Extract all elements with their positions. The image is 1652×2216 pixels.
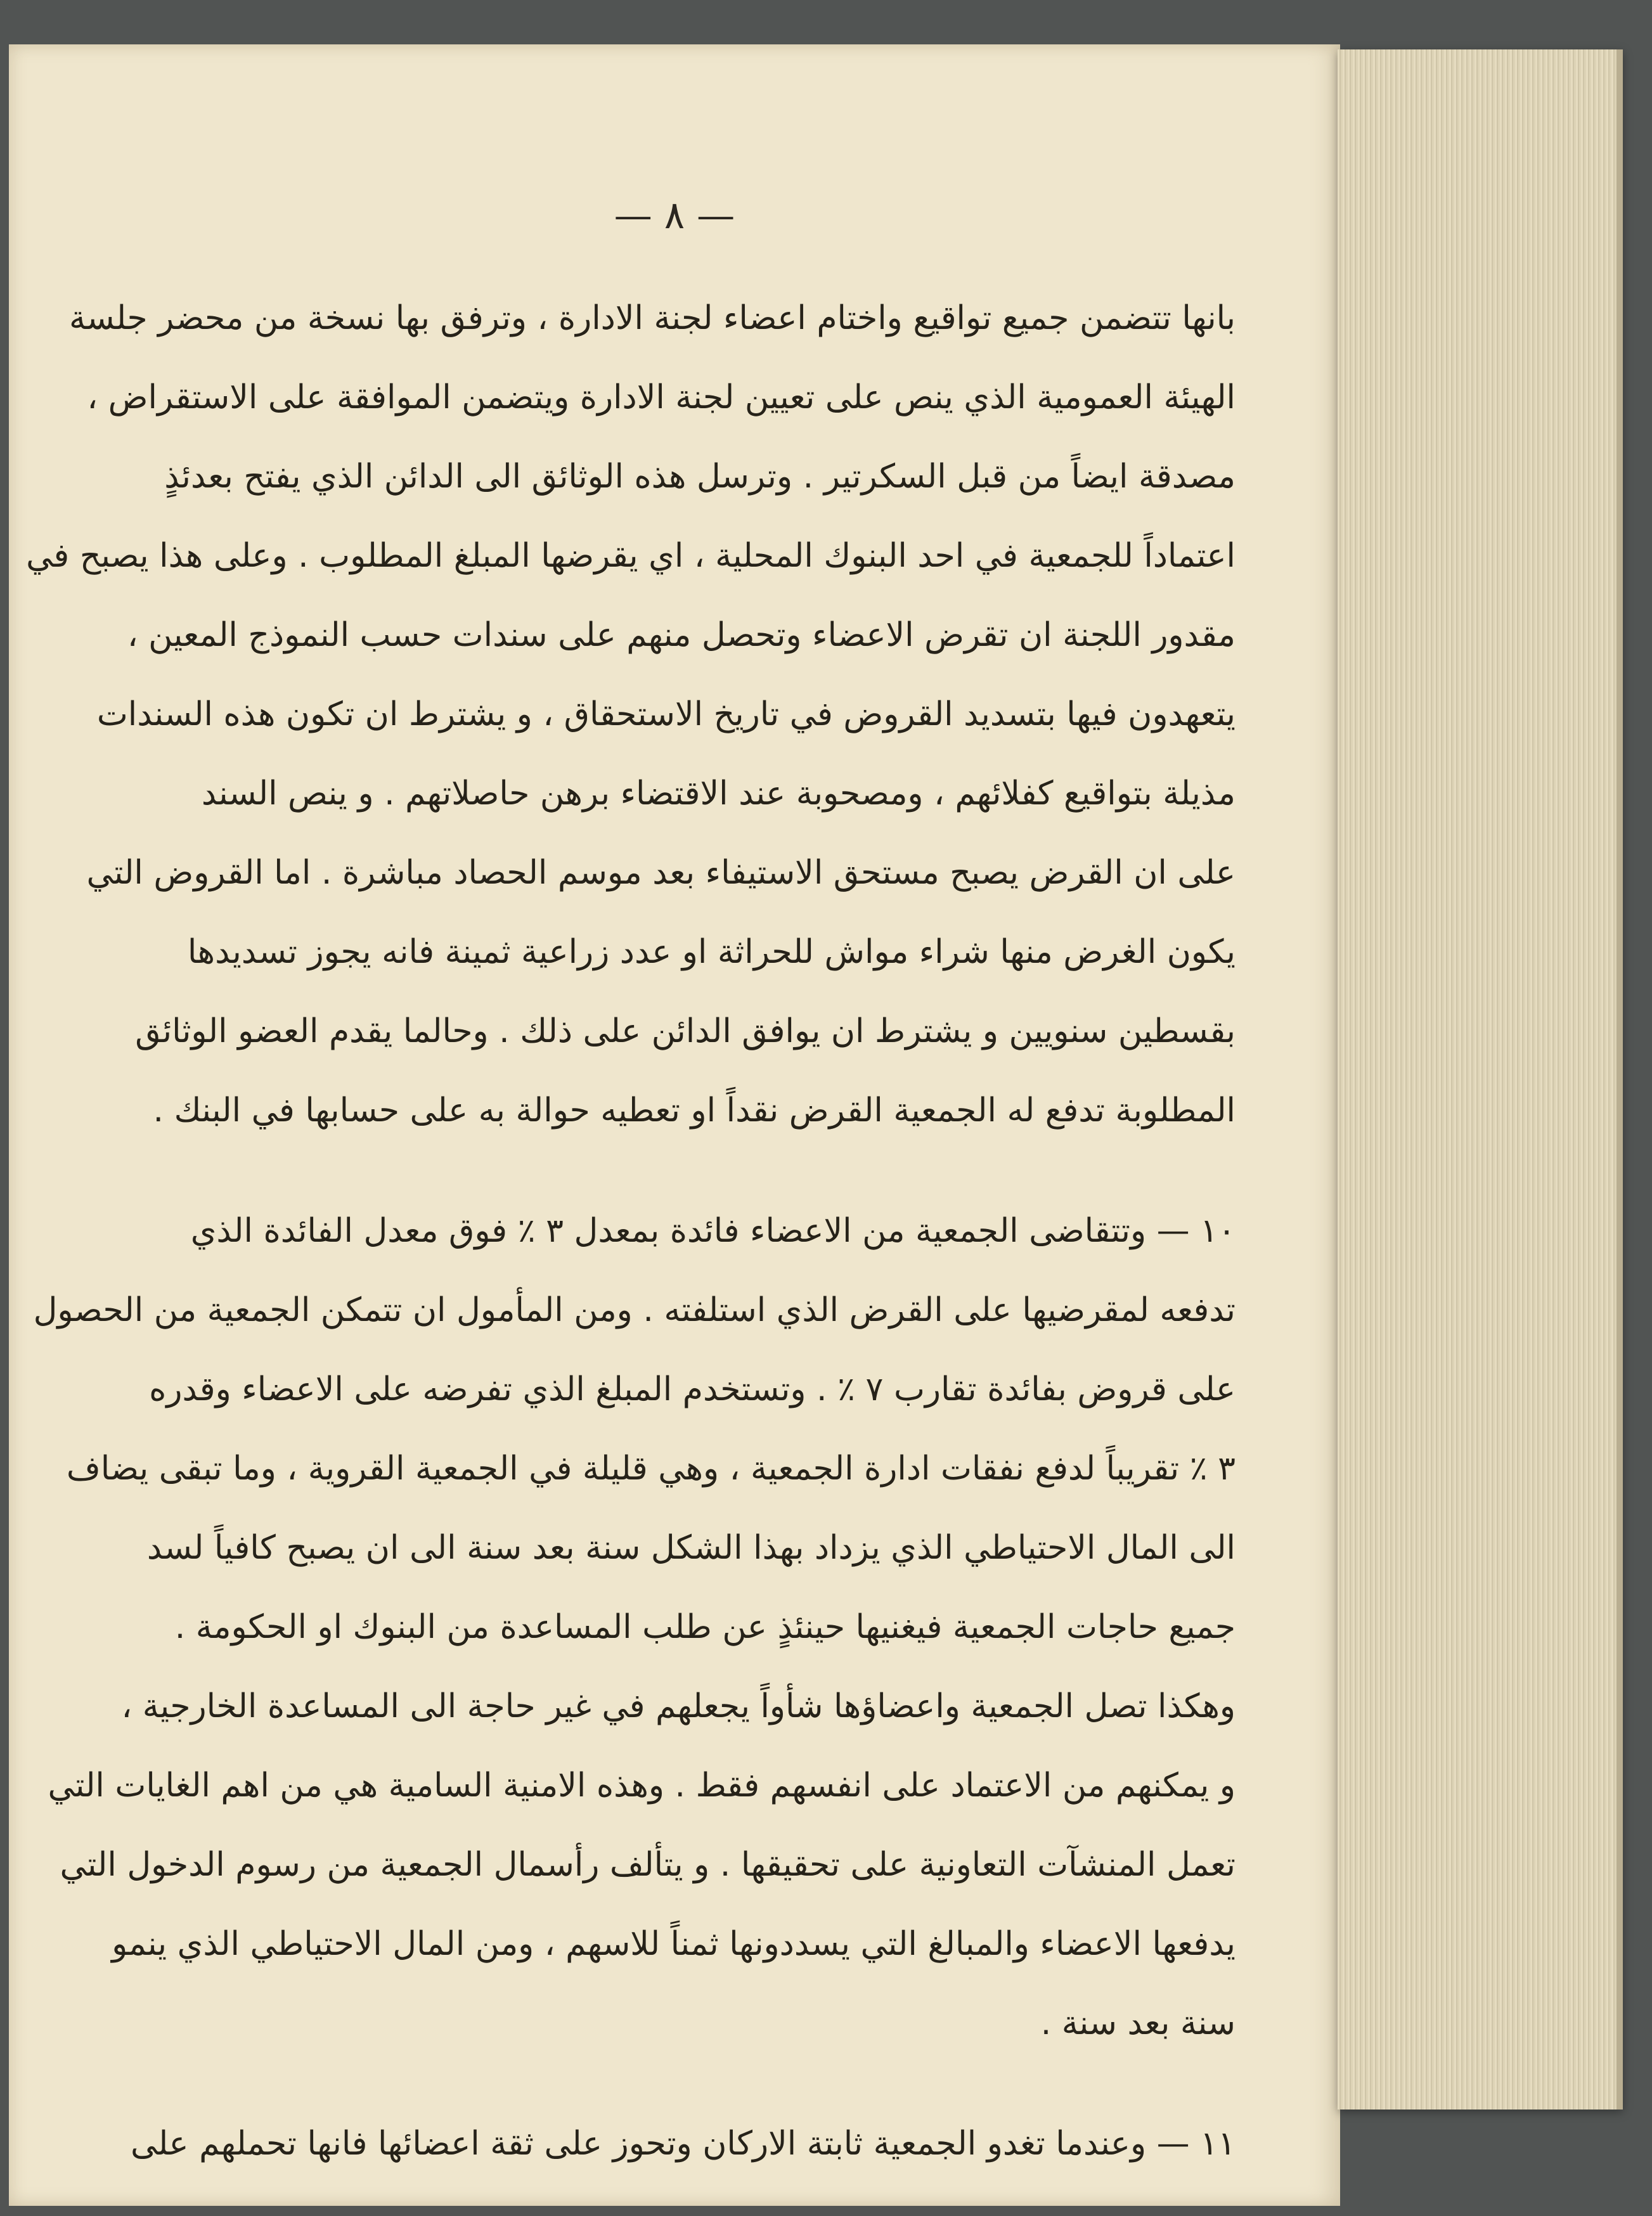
paragraph-10	[33, 1192, 1236, 2063]
text-line: على ان القرض يصبح مستحق الاستيفاء بعد موسم الحصاد مباشرة . اما القروض التي	[86, 854, 1236, 892]
text-line: و يمكنهم من الاعتماد على انفسهم فقط . وهذه الامنية السامية هي من اهم الغايات التي	[48, 1767, 1236, 1805]
text-line: تعمل المنشآت التعاونية على تحقيقها . و يتألف رأسمال الجمعية من رسوم الدخول التي	[60, 1846, 1236, 1884]
page-sheet	[9, 44, 1340, 2206]
text-line: ١٠ — وتتقاضى الجمعية من الاعضاء فائدة بمعدل ٣ ٪ فوق معدل الفائدة الذي	[190, 1212, 1236, 1250]
text-line: بقسطين سنويين و يشترط ان يوافق الدائن على ذلك . وحالما يقدم العضو الوثائق	[135, 1012, 1236, 1050]
book-page-edges	[1338, 49, 1623, 2110]
text-line: يدفعها الاعضاء والمبالغ التي يسددونها ثمناً للاسهم ، ومن المال الاحتياطي الذي ينمو	[112, 1925, 1236, 1963]
paragraph-1	[26, 279, 1236, 1150]
text-line: تدفعه لمقرضيها على القرض الذي استلفته . ومن المأمول ان تتمكن الجمعية من الحصول	[33, 1291, 1236, 1329]
text-line: وهكذا تصل الجمعية واعضاؤها شأواً يجعلهم في غير حاجة الى المساعدة الخارجية ،	[121, 1687, 1236, 1725]
text-line: الى المال الاحتياطي الذي يزداد بهذا الشكل سنة بعد سنة الى ان يصبح كافياً لسد	[146, 1529, 1236, 1567]
text-line: اعتماداً للجمعية في احد البنوك المحلية ، اي يقرضها المبلغ المطلوب . وعلى هذا يصبح في	[26, 537, 1236, 575]
text-line: جميع حاجات الجمعية فيغنيها حينئذٍ عن طلب المساعدة من البنوك او الحكومة .	[174, 1608, 1236, 1646]
text-line: ٣ ٪ تقريباً لدفع نفقات ادارة الجمعية ، وهي قليلة في الجمعية القروية ، وما تبقى يضاف	[66, 1450, 1236, 1488]
text-line: مصدقة ايضاً من قبل السكرتير . وترسل هذه الوثائق الى الدائن الذي يفتح بعدئذٍ	[164, 458, 1236, 496]
text-line: مقدور اللجنة ان تقرض الاعضاء وتحصل منهم على سندات حسب النموذج المعين ،	[127, 616, 1236, 654]
body-text	[26, 279, 1236, 2184]
text-line: المطلوبة تدفع له الجمعية القرض نقداً او تعطيه حوالة به على حسابها في البنك .	[153, 1092, 1236, 1130]
paragraph-11	[120, 2104, 1236, 2184]
text-line: يتعهدون فيها بتسديد القروض في تاريخ الاستحقاق ، و يشترط ان تكون هذه السندات	[96, 695, 1236, 733]
text-line: مذيلة بتواقيع كفلائهم ، ومصحوبة عند الاقتضاء برهن حاصلاتهم . و ينص السند	[201, 775, 1236, 813]
text-line: على قروض بفائدة تقارب ٧ ٪ . وتستخدم المبلغ الذي تفرضه على الاعضاء وقدره	[149, 1370, 1236, 1408]
text-line: ١١ — وعندما تغدو الجمعية ثابتة الاركان وتحوز على ثقة اعضائها فانها تحملهم على	[131, 2125, 1236, 2163]
page-number: — ٨ —	[614, 193, 735, 238]
text-line: الهيئة العمومية الذي ينص على تعيين لجنة الادارة ويتضمن الموافقة على الاستقراض ،	[87, 378, 1236, 416]
text-line: بانها تتضمن جميع تواقيع واختام اعضاء لجنة الادارة ، وترفق بها نسخة من محضر جلسة	[69, 299, 1236, 337]
text-line: يكون الغرض منها شراء مواش للحراثة او عدد زراعية ثمينة فانه يجوز تسديدها	[187, 933, 1236, 971]
text-line: سنة بعد سنة .	[1040, 2004, 1236, 2042]
